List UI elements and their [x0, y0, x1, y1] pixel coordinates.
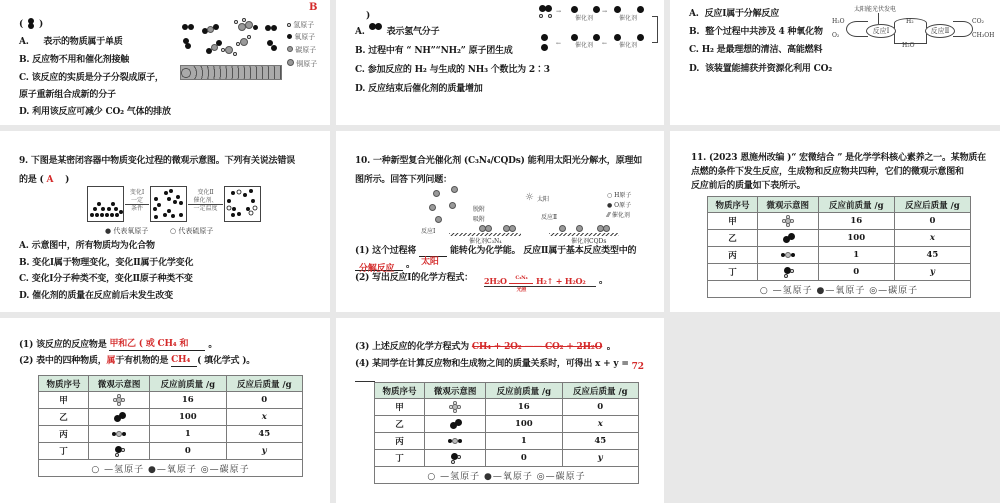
table-legend-row: ○ —氢原子 ●—氧原子 ◎—碳原子: [708, 281, 971, 298]
legend-oxygen: ● 代表氧原子: [105, 227, 149, 235]
q11-stem-line3: 反应前后的质量如下表所示。: [691, 181, 806, 191]
q10-equation-answer: 2H₂O C₃N₄ 光照 H₂↑ + H₂O₂: [484, 275, 586, 293]
table-row: 丁 0 y: [39, 443, 303, 460]
q9-answer: A: [46, 175, 54, 185]
option-c-cont: 原子重新组合成新的分子: [19, 90, 116, 100]
option-d: D. 催化剂的质量在反应前后未发生改变: [19, 291, 173, 301]
q11-part3: (3) 上述反应的化学方程式为 CH₄ + 2O₂ —— CO₂ + 2H₂O 。: [355, 342, 616, 352]
option-c: C. 参加反应的 H₂ 与生成的 NH₃ 个数比为 2∶3: [355, 65, 550, 75]
table-row: 丁 0 y: [375, 450, 639, 467]
oxygen-molecule-icon: [26, 18, 36, 30]
q11-part2: (2) 表中的四种物质，属于有机物的是 CH₄ ( 填化学式 )。: [19, 355, 256, 366]
question-11-parts-3-4-panel: [336, 318, 664, 503]
q9-stem-line2: 的是 ( A ): [19, 175, 70, 185]
q11-stem-line2: 点燃的条件下发生反应，生成物和反应物共四种，它们的微观示意图和: [691, 167, 964, 177]
table-row: 甲 16 0: [708, 213, 971, 230]
q11-stem-line1: 11. (2023 恩施州改编 )“ 宏微结合 ” 是化学学科核心素养之一。某物质在: [691, 153, 986, 163]
q11-part1-answer: 甲和乙 ( 或 CH₄ 和: [109, 338, 205, 351]
q10-stem-line1: 10. 一种新型复合光催化剂 (C₃N₄/CQDs) 能利用太阳光分解水，原理如: [355, 156, 643, 166]
option-b: B. 过程中有 “ NH”“NH₂” 原子团生成: [355, 46, 513, 56]
carbon-dioxide-molecule-icon: [112, 429, 126, 439]
q11-part4: (4) 某同学在计算反应物和生成物之间的质量关系时，可得出 x + y = 72: [355, 359, 644, 372]
stem-bracket: ( ): [19, 19, 43, 30]
question-11-parts-1-2-panel: [0, 318, 330, 503]
option-d: D. 反应结束后催化剂的质量增加: [355, 84, 483, 94]
option-c: C. 变化Ⅰ分子种类不变，变化Ⅱ原子种类不变: [19, 274, 193, 284]
q10-answer-reaction-type-blank: 分解反应: [355, 261, 403, 271]
table-header-row: 物质序号 微观示意图 反应前质量 /g 反应后质量 /g: [708, 197, 971, 213]
mass-table: [38, 375, 303, 477]
mass-table: [374, 382, 639, 484]
q10-part1-line2: 分解反应 。: [355, 259, 415, 271]
state-3-box: [224, 186, 261, 222]
q9-stem-line1: 9. 下图是某密闭容器中物质变化过程的微观示意图。下列有关说法错误: [19, 156, 295, 166]
table-row: 丙 1 45: [375, 433, 639, 450]
option-a: A. 表示氢气分子: [355, 26, 439, 38]
legend-carbon: 碳原子: [287, 45, 316, 55]
table-legend-row: ○ —氢原子 ●—氧原子 ◎—碳原子: [375, 467, 639, 484]
state-1-box: [87, 186, 124, 222]
change1-label: 变化Ⅰ 一定 条件: [129, 189, 145, 212]
table-row: 甲 16 0: [39, 392, 303, 409]
option-a: A. 反应Ⅰ属于分解反应: [689, 9, 780, 19]
ammonia-catalysis-diagram: → 催化剂 → 催化剂 ← 催化剂 ← 催化剂: [536, 2, 661, 52]
answer-mark: B: [309, 2, 318, 13]
water-molecule-icon: [781, 267, 795, 277]
carbon-dioxide-molecule-icon: [448, 436, 462, 446]
q10-stem-line2: 图所示。回答下列问题：: [355, 175, 452, 185]
q11-part3-answer: CH₄ + 2O₂ —— CO₂ + 2H₂O: [471, 342, 603, 352]
answer-underline: [355, 381, 375, 382]
option-a: A. 表示的物质属于单质: [19, 37, 123, 47]
option-b: B. 整个过程中共涉及 4 种氧化物: [689, 27, 823, 37]
methane-molecule-icon: [112, 395, 126, 405]
carbon-dioxide-molecule-icon: [781, 250, 795, 260]
state-2-box: [150, 186, 187, 222]
mass-table: [707, 196, 971, 298]
q11-part4-answer: 72: [631, 362, 644, 372]
oxygen-molecule-icon: [781, 233, 795, 243]
methane-molecule-icon: [781, 216, 795, 226]
co2-cycle-diagram: 太阳能光伏发电 反应Ⅰ 反应Ⅱ H₂ H₂O O₂ H₂O CO₂ CH₃OH: [832, 6, 995, 49]
copper-surface-diagram: [180, 18, 280, 83]
q11-part2-answer: CH₄: [171, 354, 197, 367]
table-header-row: 物质序号 微观示意图 反应前质量 /g 反应后质量 /g: [39, 376, 303, 392]
photocatalysis-diagram: 脱附 吸附 反应Ⅰ ☼ 太阳 反应Ⅱ 催化剂C₃N₄ 催化剂CQDs ○ H原子 ● O原子 ⁄⁄⁄ 催化剂: [421, 186, 651, 241]
q10-part1: (1) 这个过程将 太阳 能转化为化学能。 反应Ⅱ属于基本反应类型中的: [355, 246, 637, 267]
q11-part1: (1) 该反应的反应物是 甲和乙 ( 或 CH₄ 和 。: [19, 339, 218, 350]
oxygen-molecule-icon: [112, 412, 126, 422]
table-row: 丁 0 y: [708, 264, 971, 281]
option-a: A. 示意图中，所有物质均为化合物: [19, 241, 155, 251]
q10-part2: (2) 写出反应Ⅰ的化学方程式：: [355, 273, 473, 283]
legend-h: ○ H原子: [607, 192, 632, 199]
option-c: C. 该反应的实质是分子分裂成原子，: [19, 73, 164, 83]
methane-molecule-icon: [448, 402, 462, 412]
water-molecule-icon: [112, 446, 126, 456]
option-d: D. 利用该反应可减少 CO₂ 气体的排放: [19, 107, 171, 117]
question-10-panel: 10. 一种新型复合光催化剂 (C₃N₄/CQDs) 能利用太阳光分解水，原理如 图所示。回答下列问题： 脱附 吸附 反应Ⅰ ☼ 太阳 反应Ⅱ 催化剂C₃N₄ 催化剂CQDs ○ H原子 ● O原子 ⁄⁄⁄ 催化剂 (1) 这个过程将 太阳 能转化为化学能。 反应Ⅱ属于基本反应类型中的 分解反应 。 (2) 写出反应Ⅰ的化学方程式： 2H₂O C₃N₄ 光照 H₂↑ + H₂O₂ 。: [336, 131, 664, 312]
legend-oxygen: 氧原子: [287, 32, 315, 42]
question-9-panel: [0, 131, 330, 312]
legend-hydrogen: 氢原子: [287, 20, 314, 30]
table-legend-row: ○ —氢原子 ●—氧原子 ◎—碳原子: [39, 460, 303, 477]
question-panel-co2-utilization: [670, 0, 1000, 125]
change2-label: 变化Ⅱ 催化剂、 一定温度: [193, 189, 218, 212]
option-b: B. 反应物不用和催化剂接触: [19, 55, 130, 65]
legend-catalyst: ⁄⁄⁄ 催化剂: [607, 212, 630, 219]
question-panel-ammonia-synthesis: [336, 0, 664, 125]
stem-bracket: ): [366, 11, 371, 21]
oxygen-molecule-icon: [448, 419, 462, 429]
legend-copper: 铜原子: [287, 59, 317, 69]
table-row: 乙 100 x: [708, 230, 971, 247]
legend-sulfur: ○ 代表硫原子: [170, 227, 214, 235]
table-row: 甲 16 0: [375, 399, 639, 416]
water-molecule-icon: [448, 453, 462, 463]
nitrogen-molecule-icon: [368, 27, 384, 37]
legend-o: ● O原子: [607, 202, 632, 209]
option-d: D. 该装置能捕获并资源化利用 CO₂: [689, 64, 832, 74]
table-row: 乙 100 x: [375, 416, 639, 433]
question-11-panel: [670, 131, 1000, 312]
option-c: C. H₂ 是最理想的清洁、高能燃料: [689, 45, 823, 55]
sun-icon: ☼: [525, 192, 534, 203]
empty-panel: [670, 318, 1000, 503]
question-panel-catalysis-copper: [0, 0, 330, 125]
option-b: B. 变化Ⅰ属于物理变化，变化Ⅱ属于化学变化: [19, 258, 194, 268]
table-row: 乙 100 x: [39, 409, 303, 426]
table-header-row: 物质序号 微观示意图 反应前质量 /g 反应后质量 /g: [375, 383, 639, 399]
table-row: 丙 1 45: [39, 426, 303, 443]
q10-answer-energy-blank: 太阳: [419, 256, 447, 257]
table-row: 丙 1 45: [708, 247, 971, 264]
